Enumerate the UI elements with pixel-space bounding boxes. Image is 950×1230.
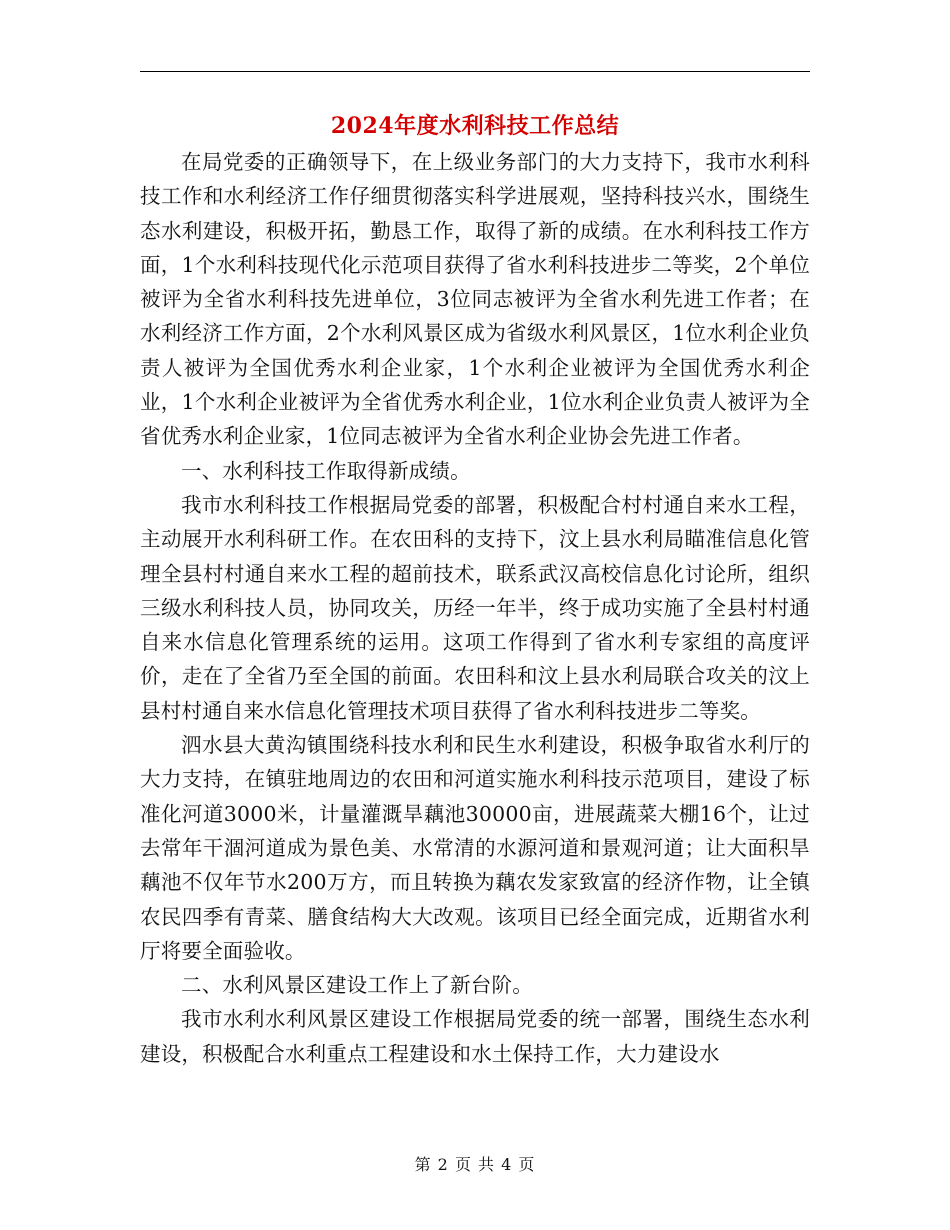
paragraph-scenic-area: 我市水利水利风景区建设工作根据局党委的统一部署，围绕生态水利建设，积极配合水利重点工程建设和水土保持工作，大力建设水 bbox=[140, 1007, 810, 1066]
paragraph-tech-work: 我市水利科技工作根据局党委的部署，积极配合村村通自来水工程，主动展开水利科研工作。在农田科的支持下，汶上县水利局瞄准信息化管理全县村村通自来水工程的超前技术，联系武汉高校信息化讨论所，组织三级水利科技人员，协同攻关，历经一年半，终于成功实施了全县村村通自来水信息化管理系统的运用。这项工作得到了省水利专家组的高度评价，走在了全省乃至全国的前面。农田科和汶上县水利局联合攻关的汶上县村村通自来水信息化管理技术项目获得了省水利科技进步二等奖。 bbox=[140, 492, 810, 723]
paragraph-sishui: 泗水县大黄沟镇围绕科技水利和民生水利建设，积极争取省水利厅的大力支持，在镇驻地周边的农田和河道实施水利科技示范项目，建设了标准化河道3000米，计量灌溉旱藕池30000亩，进展蔬菜大棚16个，让过去常年干涸河道成为景色美、水常清的水源河道和景观河道；让大面积旱藕池不仅年节水200万方，而且转换为藕农发家致富的经济作物，让全镇农民四季有青菜、膳食结构大大改观。该项目已经全面完成，近期省水利厅将要全面验收。 bbox=[140, 733, 810, 963]
section-heading-2: 二、水利风景区建设工作上了新台阶。 bbox=[181, 973, 533, 998]
paragraph-intro: 在局党委的正确领导下，在上级业务部门的大力支持下，我市水利科技工作和水利经济工作仔细贯彻落实科学进展观，坚持科技兴水，围绕生态水利建设，积极开拓，勤恳工作，取得了新的成绩。在水利科技工作方面，1个水利科技现代化示范项目获得了省水利科技进步二等奖，2个单位被评为全省水利科技先进单位，3位同志被评为全省水利先进工作者；在水利经济工作方面，2个水利风景区成为省级水利风景区，1位水利企业负责人被评为全国优秀水利企业家，1个水利企业被评为全国优秀水利企业，1个水利企业被评为全省优秀水利企业，1位水利企业负责人被评为全省优秀水利企业家，1位同志被评为全省水利企业协会先进工作者。 bbox=[140, 150, 810, 449]
document-title: 2024年度水利科技工作总结 bbox=[330, 113, 620, 139]
section-heading-1: 一、水利科技工作取得新成绩。 bbox=[181, 458, 471, 483]
document-body bbox=[140, 145, 810, 1071]
page-number-footer: 第 2 页 共 4 页 bbox=[414, 1155, 536, 1174]
header-rule bbox=[140, 71, 810, 72]
